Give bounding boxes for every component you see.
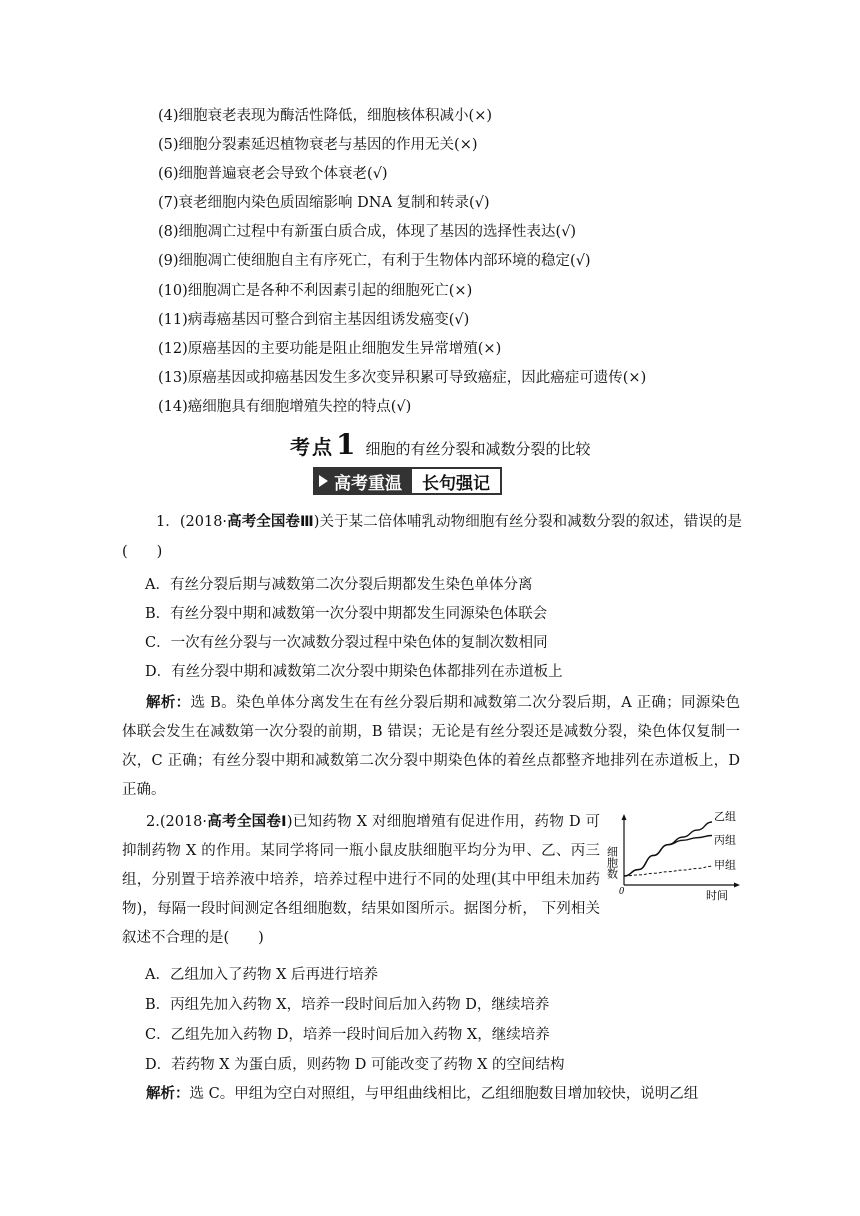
series-label-0: 乙组 (714, 810, 736, 823)
question-2-analysis (146, 1080, 742, 1109)
list-item: (9)细胞凋亡使细胞自主有序死亡，有利于生物体内部环境的稳定(√) (158, 253, 591, 269)
analysis-label: 解析： (146, 695, 191, 711)
list-item: (5)细胞分裂素延迟植物衰老与基因的作用无关(×) (158, 137, 478, 153)
list-item: (14)癌细胞具有细胞增殖失控的特点(√) (158, 399, 412, 415)
question-2-option-c: C．乙组先加入药物 D，培养一段时间后加入药物 X，继续培养 (145, 1027, 550, 1043)
list-item: (8)细胞凋亡过程中有新蛋白质合成，体现了基因的选择性表达(√) (158, 224, 577, 240)
play-triangle-icon (319, 475, 328, 487)
list-item: (10)细胞凋亡是各种不利因素引起的细胞死亡(×) (158, 283, 473, 299)
question-1-source: 高考全国卷Ⅲ (227, 514, 314, 530)
question-1-option-c: C．一次有丝分裂与一次减数分裂过程中染色体的复制次数相同 (145, 635, 548, 651)
series-line-2 (624, 866, 712, 876)
analysis-label: 解析： (146, 1086, 190, 1102)
analysis-text: 选 C。甲组为空白对照组，与甲组曲线相比，乙组细胞数目增加较快，说明乙组 (189, 1086, 699, 1102)
x-axis-arrow-icon (734, 883, 740, 888)
cell-count-chart (605, 810, 742, 902)
question-1-option-d: D．有丝分裂中期和减数第二次分裂中期染色体都排列在赤道板上 (145, 664, 563, 680)
x-axis-label: 时间 (706, 889, 728, 902)
question-2-text: )已知药物 X 对细胞增殖有促进作用，药物 D 可抑制药物 X 的作用。某同学将同一瓶小鼠皮肤细胞平均分为甲、乙、丙三组，分别置于培养液中培养，培养过程中进行不同的处理(其中甲组未加药物)，每隔一段时间测定各组细胞数，结果如图所示。据图分析， 下列相关叙述不合理的是( ) (122, 814, 600, 946)
question-2-option-a: A．乙组加入了药物 X 后再进行培养 (145, 967, 379, 983)
question-1-text: )关于某二倍体哺乳动物细胞有丝分裂和减数分裂的叙述，错误的是( ) (122, 514, 742, 560)
y-axis-arrow-icon (622, 814, 627, 820)
y-axis-label: 细胞数 (605, 846, 619, 879)
series-layer (624, 810, 736, 876)
series-label-1: 丙组 (714, 833, 736, 847)
banner-left (313, 467, 412, 495)
question-2-number: 2.(2018· (146, 814, 208, 830)
heading-label: 考点 (290, 435, 334, 459)
heading-number: 1 (336, 428, 356, 461)
banner-right (412, 467, 502, 495)
list-item: (13)原癌基因或抑癌基因发生多次变异积累可导致癌症，因此癌症可遗传(×) (158, 370, 647, 386)
banner-left-label: 高考重温 (334, 473, 402, 494)
list-item: (11)病毒癌基因可整合到宿主基因组诱发癌变(√) (158, 312, 470, 328)
series-line-1 (624, 836, 712, 877)
list-item: (6)细胞普遍衰老会导致个体衰老(√) (158, 166, 388, 182)
heading-title: 细胞的有丝分裂和减数分裂的比较 (365, 440, 591, 458)
question-2-source: 高考全国卷Ⅰ (207, 814, 287, 830)
question-1-number: 1．(2018· (156, 514, 228, 530)
list-item: (12)原癌基因的主要功能是阻止细胞发生异常增殖(×) (158, 341, 502, 357)
question-1-stem (122, 507, 742, 567)
analysis-text: 选 B。染色单体分离发生在有丝分裂后期和减数第二次分裂后期，A 正确；同源染色体联会发生在减数第一次分裂的前期，B 错误；无论是有丝分裂还是减数分裂，染色体仅复制一次，C 正确；有丝分裂中期和减数第二次分裂中期染色体的着丝点都整齐地排列在赤道板上，D 正确。 (122, 695, 741, 798)
series-line-0 (624, 822, 712, 876)
question-2-option-d: D．若药物 X 为蛋白质，则药物 D 可能改变了药物 X 的空间结构 (145, 1057, 565, 1073)
series-label-2: 甲组 (714, 858, 736, 872)
question-2-option-b: B．丙组先加入药物 X，培养一段时间后加入药物 D，继续培养 (145, 997, 550, 1013)
section-heading (290, 428, 591, 460)
origin-label: 0 (619, 886, 624, 897)
question-1-option-a: A．有丝分裂后期与减数第二次分裂后期都发生染色单体分离 (145, 577, 533, 593)
question-1-option-b: B．有丝分裂中期和减数第一次分裂中期都发生同源染色体联会 (145, 606, 548, 622)
list-item: (4)细胞衰老表现为酶活性降低，细胞核体积减小(×) (158, 108, 493, 124)
question-1-analysis (122, 689, 740, 805)
banner-right-label: 长句强记 (422, 473, 490, 494)
list-item: (7)衰老细胞内染色质固缩影响 DNA 复制和转录(√) (158, 195, 490, 211)
question-2-stem (122, 808, 600, 953)
section-banner (313, 467, 502, 495)
